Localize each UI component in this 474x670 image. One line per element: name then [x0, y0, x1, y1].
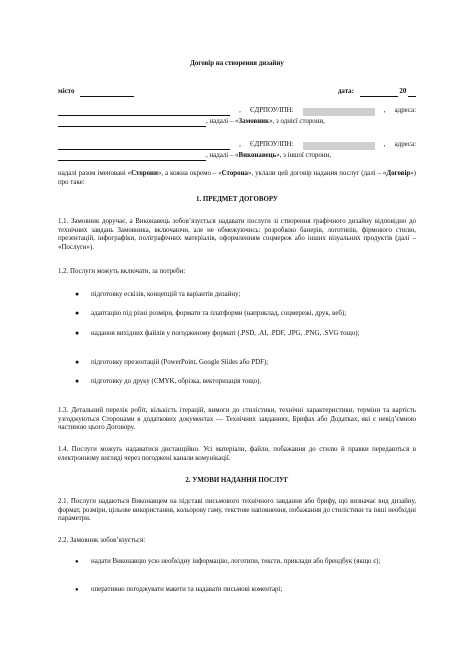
- preamble-text-3: », уклали цей договір надання послуг (далі – «: [248, 170, 387, 177]
- list-item: [75, 586, 416, 595]
- preamble-paragraph: [58, 170, 416, 187]
- preamble-text-4: ») про таке:: [58, 170, 416, 186]
- clause-1-2: 1.2. Послуги можуть включати, за потреби:: [58, 268, 186, 275]
- clause-2-1: 2.1. Послуги надаються Виконавцем на підставі письмового технічного завдання або брифу, що визначає вид дизайну, формат, розміри, цільове використання, кольорову гаму, текстове наповнення, побажання до стилістики та інші необхідні параметри.: [58, 498, 416, 523]
- city-field: [58, 88, 134, 97]
- section1-bullet-list-4: [75, 359, 416, 368]
- preamble-term-parties: Сторони: [131, 170, 158, 177]
- list-item-text: надати Виконавцю усю необхідну інформацію, логотипи, тексти, приклади або брендбук (якщо є);: [91, 558, 381, 565]
- party2-edrpou-label: ЄДРПОУ/ІПН:: [249, 141, 294, 148]
- section1-bullet-list-3: [75, 330, 416, 339]
- list-item: [75, 378, 416, 387]
- year-prefix: 20: [399, 88, 407, 95]
- party1-role: Замовник: [238, 118, 270, 125]
- party1-line1: , ЄДРПОУ/ІПН: , адреса:: [58, 107, 416, 116]
- city-date-line: [58, 88, 416, 97]
- list-item: [75, 291, 416, 300]
- party1-edrpou-label: ЄДРПОУ/ІПН:: [249, 107, 294, 114]
- party1-pre: , надалі – «: [206, 118, 239, 125]
- section1-bullet-list-5: [75, 378, 416, 387]
- section1-heading: 1. ПРЕДМЕТ ДОГОВОРУ: [196, 196, 278, 203]
- party1-edrpou-field[interactable]: [303, 108, 375, 116]
- clause-1-3: 1.3. Детальний перелік робіт, кількість ітерацій, вимоги до стилістики, технічні характеристики, терміни та вартість узгоджуються Сторонами в додаткових документах — Технічних завданнях, Брифах або Додатках, які є невід’ємною частиною цього Договору.: [58, 407, 416, 432]
- party2-address-label: адреса:: [394, 141, 416, 148]
- list-item-text: надання вихідних файлів у погодженому форматі (.PSD, .AI, .PDF, .JPG, .PNG, .SVG тощо);: [91, 330, 360, 337]
- party1-address-label: адреса:: [394, 107, 416, 114]
- city-blank[interactable]: [80, 89, 134, 97]
- party2-role: Виконавець: [238, 152, 277, 159]
- list-item-text: оперативно погоджувати макети та надавати письмові коментарі;: [91, 586, 283, 593]
- date-label: дата:: [337, 88, 354, 95]
- bullet-icon: ●: [75, 330, 80, 337]
- clause-2-2: 2.2. Замовник зобов’язується:: [58, 537, 146, 544]
- section2-bullet-list: [75, 558, 416, 567]
- party2-name-blank[interactable]: [58, 142, 230, 150]
- section2-heading: 2. УМОВИ НАДАННЯ ПОСЛУГ: [185, 477, 289, 484]
- list-item-text: підготовку до друку (CMYK, обрізка, векторизація тощо).: [91, 378, 262, 385]
- bullet-icon: ●: [75, 559, 79, 565]
- city-label: місто: [58, 88, 75, 95]
- section1-bullet-list-2: [75, 310, 416, 319]
- party2-pre: , надалі – «: [206, 152, 239, 159]
- bullet-icon: ●: [75, 359, 80, 366]
- list-item: [75, 558, 416, 567]
- party1-line2: [58, 118, 416, 127]
- bullet-icon: ●: [75, 587, 79, 593]
- list-item: [75, 359, 416, 368]
- list-item: [75, 330, 416, 339]
- section2-bullet-list-2: [75, 586, 416, 595]
- list-item-text: підготовку презентацій (PowerPoint, Google Slides або PDF);: [91, 359, 269, 366]
- clause-1-4: 1.4. Послуги можуть надаватися дистанційно. Усі матеріали, файли, побажання до стилю й правки передаються в електронному вигляді через погоджені канали комунікації.: [58, 446, 416, 462]
- party2-line2: [58, 152, 416, 161]
- preamble-text-2: », а кожна окремо – «: [157, 170, 222, 177]
- list-item: [75, 310, 416, 319]
- year-blank[interactable]: [408, 89, 416, 97]
- date-field: [338, 88, 416, 97]
- bullet-icon: ●: [75, 310, 80, 317]
- party1-address-blank[interactable]: [58, 119, 206, 127]
- party2-post: », з іншої сторони,: [276, 152, 331, 159]
- date-blank[interactable]: [360, 89, 398, 97]
- preamble-text-1: надалі разом іменовані «: [58, 170, 132, 177]
- preamble-term-party: Сторона: [221, 170, 248, 177]
- list-item-text: підготовку ескізів, концепцій та варіантів дизайну;: [91, 291, 241, 298]
- list-item-text: адаптацію під різні розміри, формати та платформи (наприклад, соцмережі, друк, веб);: [91, 310, 347, 317]
- bullet-icon: ●: [75, 291, 80, 298]
- party1-post: », з однієї сторони,: [269, 118, 325, 125]
- section1-bullet-list: [75, 291, 416, 300]
- party2-line1: , ЄДРПОУ/ІПН: , адреса:: [58, 141, 416, 150]
- party2-address-blank[interactable]: [58, 153, 206, 161]
- party2-edrpou-field[interactable]: [303, 142, 375, 150]
- clause-1-1: 1.1. Замовник доручає, а Виконавець зобов’язується надавати послуги зі створення графічного дизайну відповідно до технічних завдань Замовника, включаючи, але не обмежуючись: розробкою банерів, логотипів, фірмового стилю, презентацій, інфографіки, поліграфічних матеріалів, оформленням соцмереж або інших візуальних продуктів (далі – «Послуги»).: [58, 218, 416, 251]
- preamble-term-contract: Договір: [386, 170, 411, 177]
- party1-name-blank[interactable]: [58, 108, 230, 116]
- bullet-icon: ●: [75, 378, 80, 385]
- document-title: Договір на створення дизайну: [190, 60, 284, 67]
